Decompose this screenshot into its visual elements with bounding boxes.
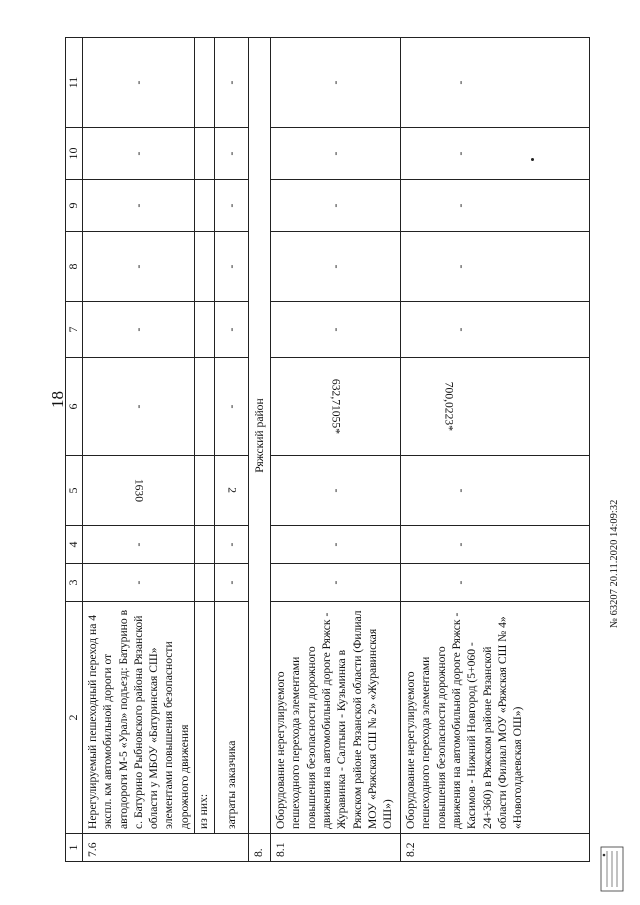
cell	[195, 232, 215, 302]
cell: -	[215, 358, 249, 456]
cell: -	[271, 38, 401, 128]
cell: -	[215, 564, 249, 602]
cell: -	[83, 128, 195, 180]
col-header-4: 4	[66, 526, 83, 564]
cell	[271, 358, 401, 456]
cell: -	[401, 456, 590, 526]
col-header-3: 3	[66, 564, 83, 602]
cell: -	[401, 128, 590, 180]
data-table	[65, 37, 590, 862]
cell	[195, 564, 215, 602]
cell: -	[83, 526, 195, 564]
col-header-1: 1	[66, 834, 83, 862]
cell	[195, 180, 215, 232]
cell: -	[271, 526, 401, 564]
cell: -	[271, 128, 401, 180]
cell	[195, 358, 215, 456]
cell: -	[215, 180, 249, 232]
rotated-table-container	[65, 38, 572, 862]
cell: -	[83, 564, 195, 602]
col-header-8: 8	[66, 232, 83, 302]
col-header-2: 2	[66, 602, 83, 834]
section-title: Ряжский район	[249, 38, 271, 834]
cell: -	[271, 456, 401, 526]
cell	[195, 526, 215, 564]
cell-value: 1630	[132, 478, 146, 503]
row-description: Нерегулируемый пешеходный переход на 4 экспл. км автомобильной дороги от автодороги М-5 «Урал» подъезд: Батурино в с. Батурино Рыбновского района Рязанской области у МБОУ «Батуринская СШ» элементами повышения безопасности дорожного движения	[83, 602, 195, 834]
row-number: 7.6	[83, 834, 249, 862]
page-number-text: 18	[48, 391, 67, 408]
table-row-8-1	[271, 38, 401, 862]
cell: -	[83, 180, 195, 232]
cell: -	[401, 180, 590, 232]
cell: -	[83, 38, 195, 128]
cell: -	[401, 232, 590, 302]
table-row-section-8	[249, 38, 271, 862]
cell: -	[401, 526, 590, 564]
row-number: 8.1	[271, 834, 401, 862]
cell: -	[271, 232, 401, 302]
cell	[195, 302, 215, 358]
row-number: 8.	[249, 834, 271, 862]
row-number: 8.2	[401, 834, 590, 862]
document-footer: № 63207 20.11.2020 14:09:32	[609, 499, 620, 628]
cell: -	[215, 232, 249, 302]
e-signature-stamp	[599, 845, 627, 893]
cell-value: 632,71055*	[329, 378, 343, 435]
cell	[195, 38, 215, 128]
cell-value: 2	[225, 487, 239, 494]
col-header-10: 10	[66, 128, 83, 180]
table-row-zatraty	[215, 38, 249, 862]
cell: -	[271, 564, 401, 602]
cell: -	[271, 180, 401, 232]
cell: -	[83, 302, 195, 358]
cell: -	[215, 38, 249, 128]
col-header-6: 6	[66, 358, 83, 456]
col-header-7: 7	[66, 302, 83, 358]
cell	[195, 128, 215, 180]
cell: -	[271, 302, 401, 358]
table-row-8-2	[401, 38, 590, 862]
cell: -	[215, 526, 249, 564]
cell: -	[215, 302, 249, 358]
table-row-iz-nih	[195, 38, 215, 862]
row-description: Оборудование нерегулируемого пешеходного перехода элементами повышения безопасности дорожного движения на автомобильной дороге Ряжск - Касимов - Нижний Новгород (5+060 - 24+360) в Ряжском районе Рязанской области (Филиал МОУ «Ряжская СШ № 4» «Новоголдаевская ОШ»)	[401, 602, 590, 834]
header-row	[66, 38, 83, 862]
cell: -	[215, 128, 249, 180]
cell	[401, 358, 590, 456]
cell: -	[401, 564, 590, 602]
cell-value: 700,0223*	[442, 381, 456, 432]
cell	[83, 456, 195, 526]
row-description: Оборудование нерегулируемого пешеходного перехода элементами повышения безопасности дорожного движения на автомобильной дороге Ряжск - Журавинка - Салтыки - Кузьминка в Ряжском районе Рязанской области (Филиал МОУ «Ряжская СШ № 2» «Журавинская ОШ»)	[271, 602, 401, 834]
col-header-9: 9	[66, 180, 83, 232]
cell: -	[401, 38, 590, 128]
row-description: затраты заказчика	[215, 602, 249, 834]
col-header-5: 5	[66, 456, 83, 526]
cell: -	[83, 232, 195, 302]
cell	[195, 456, 215, 526]
cell: -	[401, 302, 590, 358]
scan-dot	[531, 158, 534, 161]
row-description: из них:	[195, 602, 215, 834]
col-header-11: 11	[66, 38, 83, 128]
cell	[215, 456, 249, 526]
cell: -	[83, 358, 195, 456]
table-row-7-6	[83, 38, 195, 862]
